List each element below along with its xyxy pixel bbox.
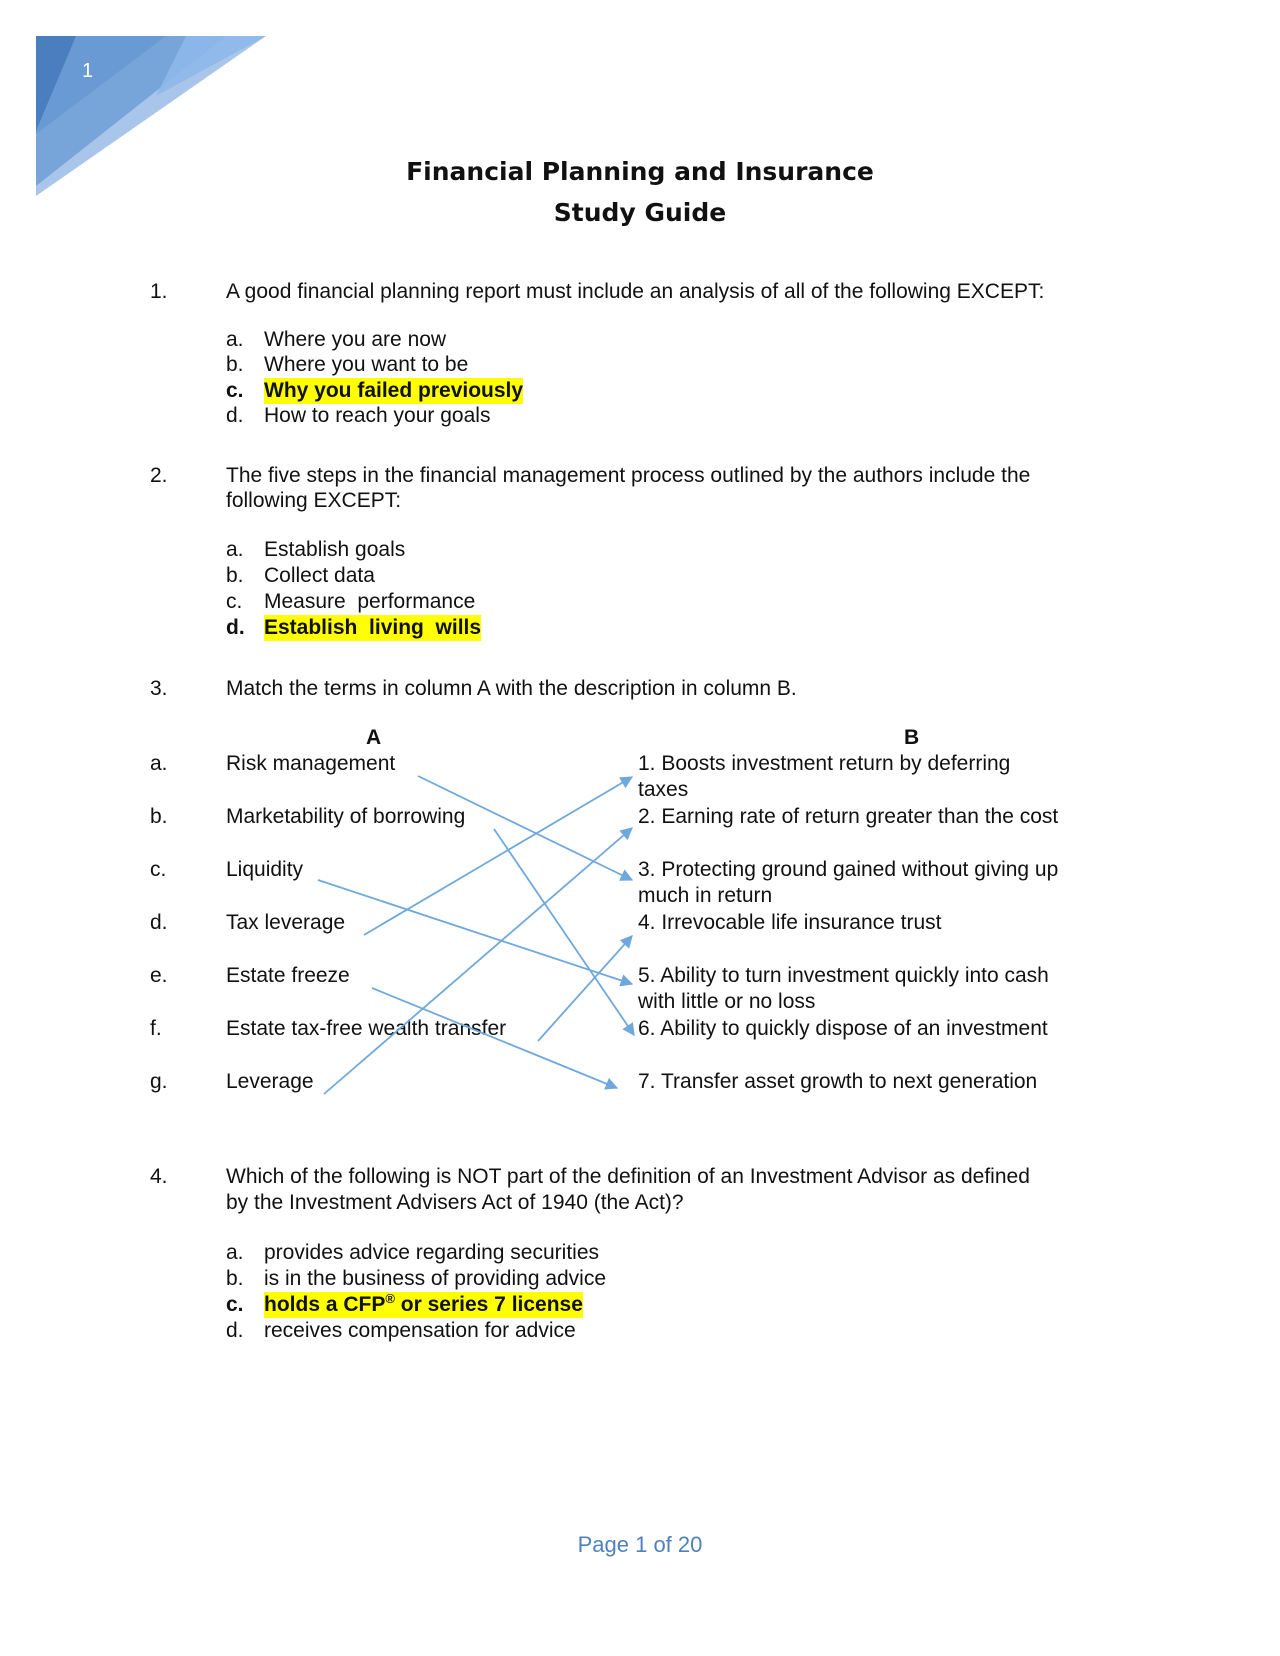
- option-letter: d.: [226, 404, 244, 427]
- document-subtitle: Study Guide: [553, 198, 727, 227]
- option-text: Where you are now: [264, 328, 447, 351]
- page-footer: Page 1 of 20: [577, 1532, 703, 1557]
- question-number: 3.: [150, 677, 168, 700]
- description-5: 5. Ability to turn investment quickly into cash: [638, 964, 1049, 987]
- option-letter: c.: [226, 590, 243, 613]
- option-text: Where you want to be: [264, 353, 469, 376]
- option-letter: a.: [226, 1241, 244, 1264]
- match-line-c-5: [318, 880, 632, 984]
- question-text-line2: by the Investment Advisers Act of 1940 (the Act)?: [226, 1191, 684, 1214]
- term-leverage: Leverage: [226, 1070, 314, 1093]
- description-6: 6. Ability to quickly dispose of an investment: [638, 1017, 1048, 1040]
- question-text-line2: following EXCEPT:: [226, 489, 402, 512]
- registered-mark: ®: [385, 1291, 395, 1306]
- match-line-d-1: [364, 777, 632, 935]
- question-text-line1: Which of the following is NOT part of the definition of an Investment Advisor as defined: [226, 1165, 1030, 1188]
- description-3-cont: much in return: [638, 884, 773, 907]
- option-letter-answer: c.: [226, 1293, 244, 1316]
- option-text: How to reach your goals: [264, 404, 491, 427]
- match-line-e-7: [372, 988, 617, 1088]
- term-letter: e.: [150, 964, 168, 987]
- option-text-answer: Establish living wills: [264, 616, 482, 639]
- option-text: receives compensation for advice: [264, 1319, 576, 1342]
- option-letter-answer: c.: [226, 379, 244, 402]
- match-line-b-6: [494, 829, 634, 1035]
- description-7: 7. Transfer asset growth to next generation: [638, 1070, 1038, 1093]
- corner-page-number: 1: [82, 60, 94, 82]
- column-b-header: B: [904, 726, 920, 749]
- term-estate-freeze: Estate freeze: [226, 964, 350, 987]
- column-a-header: A: [366, 726, 382, 749]
- term-tax-leverage: Tax leverage: [226, 911, 346, 934]
- description-1: 1. Boosts investment return by deferring: [638, 752, 1011, 775]
- match-line-f-4: [538, 936, 632, 1041]
- term-letter: a.: [150, 752, 168, 775]
- option-text: Establish goals: [264, 538, 406, 561]
- option-text-answer: Why you failed previously: [264, 379, 524, 402]
- option-text-answer: [264, 1292, 583, 1318]
- option-text: Collect data: [264, 564, 375, 587]
- term-letter: c.: [150, 858, 167, 881]
- description-5-cont: with little or no loss: [638, 990, 816, 1013]
- question-number: 1.: [150, 280, 168, 303]
- document-title: Financial Planning and Insurance: [406, 157, 874, 186]
- option-letter: b.: [226, 1267, 244, 1290]
- option-text: is in the business of providing advice: [264, 1267, 607, 1290]
- question-number: 4.: [150, 1165, 168, 1188]
- question-text-line1: The five steps in the financial management process outlined by the authors include the: [226, 464, 1031, 487]
- option-text: provides advice regarding securities: [264, 1241, 600, 1264]
- description-1-cont: taxes: [638, 778, 689, 801]
- question-text: A good financial planning report must include an analysis of all of the following EXCEPT:: [226, 280, 1045, 303]
- option-letter: a.: [226, 538, 244, 561]
- description-2: 2. Earning rate of return greater than the cost: [638, 805, 1059, 828]
- option-letter: b.: [226, 564, 244, 587]
- term-estate-tax-free-wealth-transfer: Estate tax-free wealth transfer: [226, 1017, 507, 1040]
- match-line-a-3: [418, 776, 632, 880]
- question-number: 2.: [150, 464, 168, 487]
- option-text: Measure performance: [264, 590, 476, 613]
- term-marketability-of-borrowing: Marketability of borrowing: [226, 805, 466, 828]
- option-letter: d.: [226, 1319, 244, 1342]
- option-letter: b.: [226, 353, 244, 376]
- answer-text-pre: holds a CFP: [264, 1293, 386, 1316]
- term-letter: b.: [150, 805, 168, 828]
- option-letter-answer: d.: [226, 616, 245, 639]
- description-4: 4. Irrevocable life insurance trust: [638, 911, 942, 934]
- term-risk-management: Risk management: [226, 752, 396, 775]
- term-letter: f.: [150, 1017, 162, 1040]
- term-letter: g.: [150, 1070, 168, 1093]
- term-letter: d.: [150, 911, 168, 934]
- term-liquidity: Liquidity: [226, 858, 304, 881]
- description-3: 3. Protecting ground gained without giving up: [638, 858, 1059, 881]
- question-text: Match the terms in column A with the description in column B.: [226, 677, 797, 700]
- option-letter: a.: [226, 328, 244, 351]
- answer-text-post: or series 7 license: [394, 1293, 583, 1316]
